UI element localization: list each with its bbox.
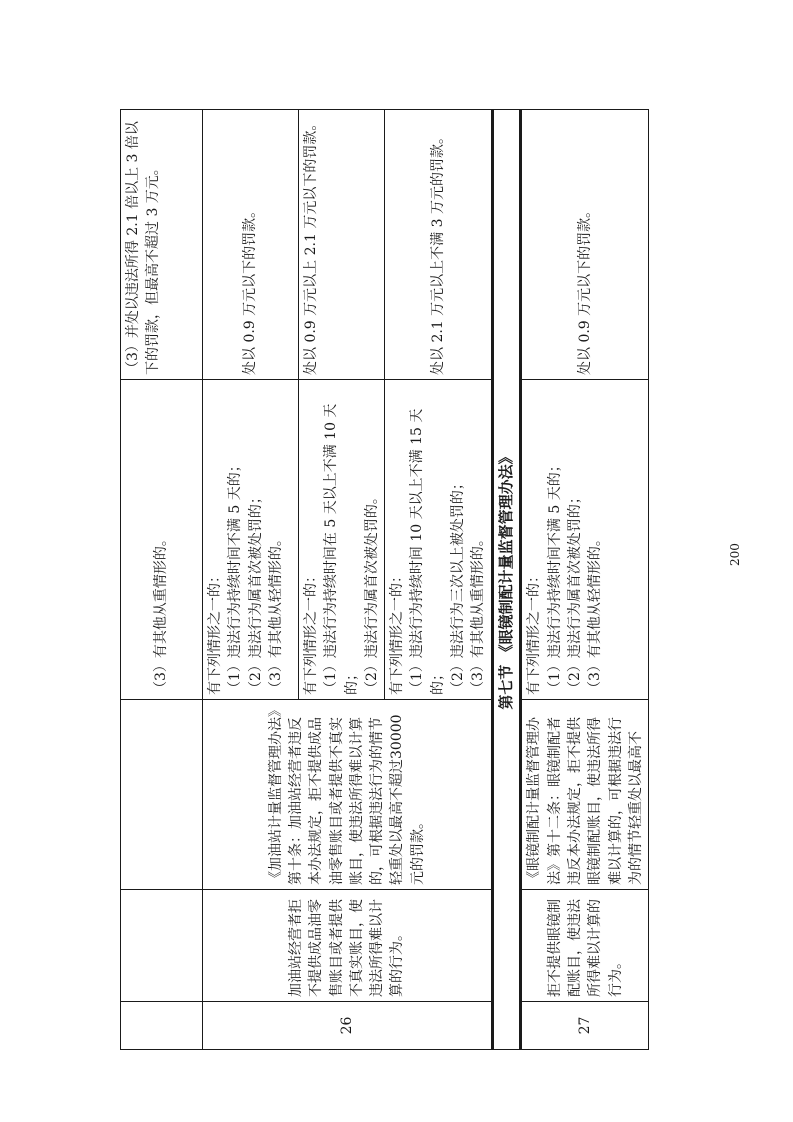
condition-line: （2）违法行为三次以上被处罚的； [450,476,467,695]
cell-act-empty [121,890,203,1002]
illegal-act-27: 拒不提供眼镜制配账目，使违法所得难以计算的行为。 [521,890,649,1002]
table-row [521,110,649,1050]
penalty-26-tier-3: 处以 2.1 万元以上不满 3 万元的罚款。 [385,110,492,380]
cell-basis-empty [121,700,203,890]
table-row [492,110,521,1050]
condition-line: （3）有其他从重情形的。 [470,532,487,695]
penalty-26-tier-1: 处以 0.9 万元以下的罚款。 [203,110,299,380]
illegal-act-26: 加油站经营者拒不提供成品油零售账目或者提供不真实账目，使违法所得难以计算的行为。 [203,890,493,1002]
row-number-26: 26 [203,1002,493,1050]
section-heading: 第七节 《眼镜制配计量监督管理办法》 [492,110,521,1050]
table-row [203,110,299,1050]
penalty-standards-table [120,109,649,1050]
penalty-27-tier-1: 处以 0.9 万元以下的罚款。 [521,110,649,380]
legal-basis-26: 《加油站计量监督管理办法》第十条：加油站经营者违反本办法规定，拒不提供成品油零售账目或者提供不真实账目，使违法所得难以计算的，可根据违法行为的情节轻重处以最高不超过30000 元的罚款。 [203,700,493,890]
condition-line: （1）违法行为持续时间 10 天以上不满 15 天的； [409,408,446,695]
condition-line: （1）违法行为持续时间不满 5 天的； [227,458,244,695]
cell-no-empty [121,1002,203,1050]
condition-line: 有下列情形之一的： [389,569,406,695]
row-number-27: 27 [521,1002,649,1050]
legal-basis-27: 《眼镜制配计量监督管理办法》第十二条：眼镜制配者违反本办法规定，拒不提供眼镜制配账目，使违法所得难以计算的，可根据违法行为的情节轻重处以最高不 [521,700,649,890]
condition-line: 有下列情形之一的： [526,569,543,695]
condition-26-tier-2 [299,380,385,700]
condition-line: 有下列情形之一的： [207,569,223,695]
condition-26-tier-1 [203,380,299,700]
page-number: 200 [728,543,742,566]
condition-line: （2）违法行为属首次被处罚的； [567,490,584,695]
condition-line: （3）有其他从轻情形的。 [587,532,604,695]
table-row [121,110,203,1050]
condition-27-tier-1 [521,380,649,700]
rotated-page-frame [120,110,644,1050]
cell-penalty: （3）并处以违法所得 2.1 倍以上 3 倍以下的罚款，但最高不超过 3 万元。 [121,110,203,380]
penalty-26-tier-2: 处以 0.9 万元以上 2.1 万元以下的罚款。 [299,110,385,380]
rotated-content [120,110,644,1050]
condition-line: （1）违法行为持续时间在 5 天以上不满 10 天的； [323,403,360,695]
condition-26-tier-3 [385,380,492,700]
condition-line: （3）有其他从轻情形的。 [267,532,284,695]
condition-line: （2）违法行为属首次被处罚的； [247,490,264,695]
cell-condition: （3）有其他从重情形的。 [121,380,203,700]
condition-line: （1）违法行为持续时间不满 5 天的； [546,458,563,695]
condition-line: （2）违法行为属首次被处罚的。 [363,490,380,695]
condition-line: 有下列情形之一的： [303,569,319,695]
